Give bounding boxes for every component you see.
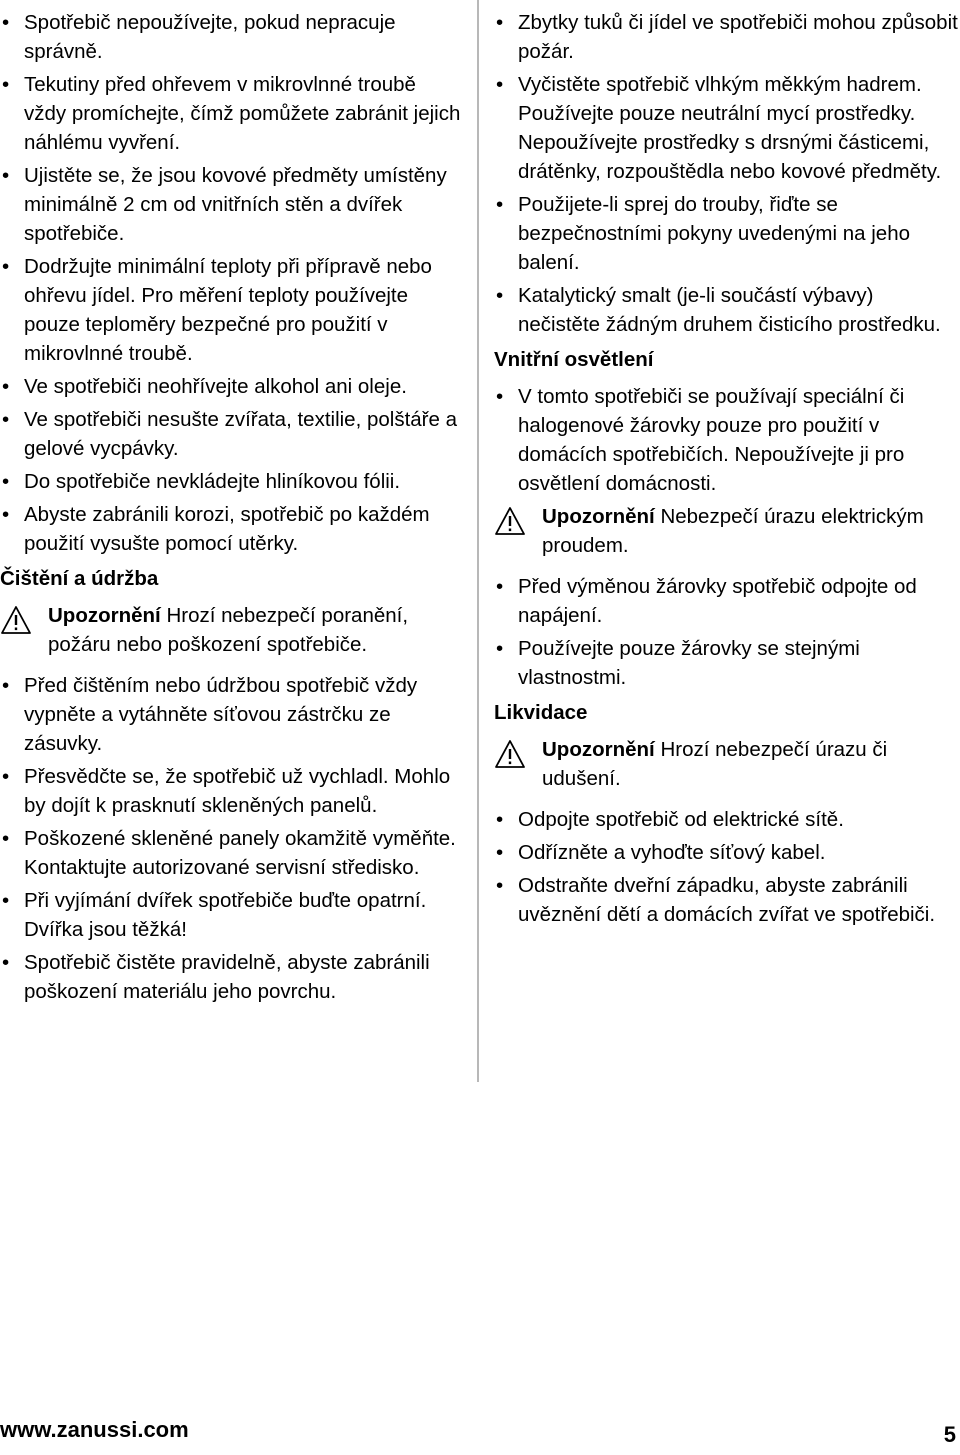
list-item: • Před výměnou žárovky spotřebič odpojte od napájení. xyxy=(494,572,960,630)
warning-triangle-icon xyxy=(494,506,526,536)
list-item: • Tekutiny před ohřevem v mikrovlnné troubě vždy promíchejte, čímž pomůžete zabránit jejich náhlému vyvření. xyxy=(0,70,462,157)
list-item: • V tomto spotřebiči se používají speciální či halogenové žárovky pouze pro použití v domácích spotřebičích. Nepoužívejte ji pro osvětlení domácnosti. xyxy=(494,382,960,498)
page-number: 5 xyxy=(943,1422,956,1447)
list-item: • Poškozené skleněné panely okamžitě vyměňte. Kontaktujte autorizované servisní středisko. xyxy=(0,824,462,882)
cleaning-list-continued xyxy=(494,8,960,339)
bullet-icon: • xyxy=(496,841,504,864)
bullet-icon: • xyxy=(2,11,10,34)
list-item: • Do spotřebiče nevkládejte hliníkovou fólii. xyxy=(0,467,462,496)
list-item: • Použijete-li sprej do trouby, řiďte se bezpečnostními pokyny uvedenými na jeho balení. xyxy=(494,190,960,277)
warning-label: Upozornění xyxy=(48,604,161,627)
bullet-icon: • xyxy=(2,255,10,278)
list-item: • Používejte pouze žárovky se stejnými vlastnostmi. xyxy=(494,634,960,692)
list-item: • Při vyjímání dvířek spotřebiče buďte opatrní. Dvířka jsou těžká! xyxy=(0,886,462,944)
warning-label: Upozornění xyxy=(542,505,655,528)
right-column xyxy=(494,8,960,933)
warning-label: Upozornění xyxy=(542,738,655,761)
lighting-list xyxy=(494,382,960,498)
bullet-icon: • xyxy=(2,951,10,974)
left-column xyxy=(0,8,462,1010)
bullet-icon: • xyxy=(496,11,504,34)
list-item: • Abyste zabránili korozi, spotřebič po každém použití vysušte pomocí utěrky. xyxy=(0,500,462,558)
lighting-list-2 xyxy=(494,572,960,692)
warning-triangle-icon xyxy=(494,739,526,769)
bullet-icon: • xyxy=(2,470,10,493)
list-item: • Zbytky tuků či jídel ve spotřebiči mohou způsobit požár. xyxy=(494,8,960,66)
bullet-icon: • xyxy=(496,874,504,897)
bullet-icon: • xyxy=(2,503,10,526)
bullet-icon: • xyxy=(2,674,10,697)
list-item: • Dodržujte minimální teploty při přípravě nebo ohřevu jídel. Pro měření teploty používejte pouze teploměry bezpečné pro použití v mikrovlnné troubě. xyxy=(0,252,462,368)
section-heading-lighting: Vnitřní osvětlení xyxy=(494,348,654,371)
bullet-icon: • xyxy=(2,164,10,187)
warning-text: Hrozí nebezpečí úrazu či udušení. xyxy=(542,738,888,790)
warning-triangle-icon xyxy=(0,605,32,635)
bullet-icon: • xyxy=(2,765,10,788)
bullet-icon: • xyxy=(2,827,10,850)
disposal-list xyxy=(494,805,960,929)
list-item: • Katalytický smalt (je-li součástí výbavy) nečistěte žádným druhem čisticího prostředku. xyxy=(494,281,960,339)
bullet-icon: • xyxy=(2,408,10,431)
list-item: • Přesvědčte se, že spotřebič už vychladl. Mohlo by dojít k prasknutí skleněných panelů. xyxy=(0,762,462,820)
bullet-icon: • xyxy=(496,385,504,408)
warning-text: Nebezpečí úrazu elektrickým proudem. xyxy=(542,505,924,557)
bullet-icon: • xyxy=(2,375,10,398)
warning-text: Hrozí nebezpečí poranění, požáru nebo poškození spotřebiče. xyxy=(48,604,409,656)
list-item: • Před čištěním nebo údržbou spotřebič vždy vypněte a vytáhněte síťovou zástrčku ze zásuvky. xyxy=(0,671,462,758)
list-item: • Ujistěte se, že jsou kovové předměty umístěny minimálně 2 cm od vnitřních stěn a dvířek spotřebiče. xyxy=(0,161,462,248)
bullet-icon: • xyxy=(496,575,504,598)
bullet-icon: • xyxy=(496,193,504,216)
bullet-icon: • xyxy=(496,73,504,96)
column-divider xyxy=(477,0,479,1082)
bullet-icon: • xyxy=(2,889,10,912)
list-item: • Ve spotřebiči neohřívejte alkohol ani oleje. xyxy=(0,372,462,401)
warning-notice-lighting xyxy=(494,502,960,560)
section-heading-disposal: Likvidace xyxy=(494,701,588,724)
list-item: • Odpojte spotřebič od elektrické sítě. xyxy=(494,805,960,834)
list-item: • Odřízněte a vyhoďte síťový kabel. xyxy=(494,838,960,867)
bullet-icon: • xyxy=(496,637,504,660)
list-item: • Spotřebič čistěte pravidelně, abyste zabránili poškození materiálu jeho povrchu. xyxy=(0,948,462,1006)
footer-website-link[interactable]: www.zanussi.com xyxy=(0,1417,189,1442)
list-item: • Spotřebič nepoužívejte, pokud nepracuje správně. xyxy=(0,8,462,66)
bullet-icon: • xyxy=(496,808,504,831)
list-item: • Vyčistěte spotřebič vlhkým měkkým hadrem. Používejte pouze neutrální mycí prostředky. Nepoužívejte prostředky s drsnými částicemi, drátěnky, rozpouštědla nebo kovové předměty. xyxy=(494,70,960,186)
safety-list xyxy=(0,8,462,558)
list-item: • Odstraňte dveřní západku, abyste zabránili uvěznění dětí a domácích zvířat ve spotřebiči. xyxy=(494,871,960,929)
warning-notice xyxy=(0,601,462,659)
cleaning-list xyxy=(0,671,462,1006)
list-item: • Ve spotřebiči nesušte zvířata, textilie, polštáře a gelové vycpávky. xyxy=(0,405,462,463)
bullet-icon: • xyxy=(496,284,504,307)
bullet-icon: • xyxy=(2,73,10,96)
section-heading-cleaning: Čištění a údržba xyxy=(0,567,159,590)
warning-notice-disposal xyxy=(494,735,960,793)
